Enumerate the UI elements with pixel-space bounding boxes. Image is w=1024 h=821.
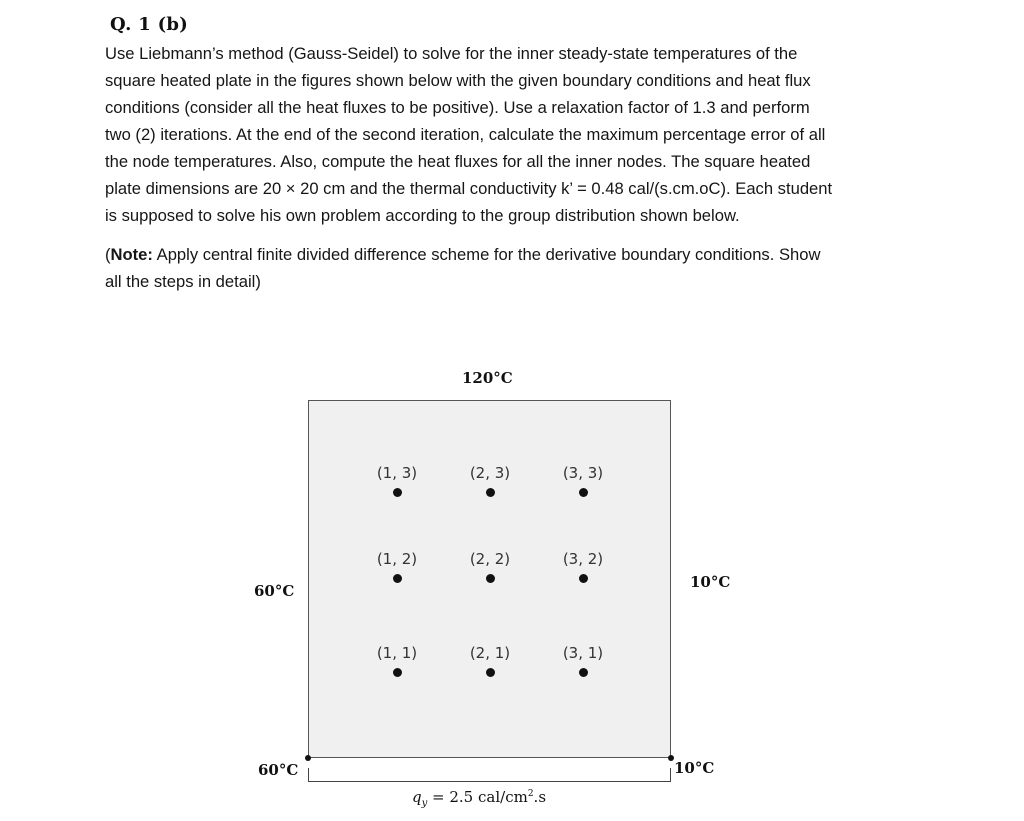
paragraph-line: the node temperatures. Also, compute the heat fluxes for all the inner nodes. The square heated <box>105 152 811 171</box>
flux-unit-tail: .s <box>533 788 547 806</box>
node-dot <box>393 668 402 677</box>
node-label: (2, 2) <box>469 550 511 568</box>
paragraph-line: conditions (consider all the heat fluxes to be positive). Use a relaxation factor of 1.3 and perform <box>105 98 810 117</box>
node-dot <box>579 668 588 677</box>
node-label: (3, 2) <box>562 550 604 568</box>
heat-flux-label <box>412 788 546 809</box>
flux-exponent: 2 <box>527 789 534 799</box>
node-2-1 <box>460 643 520 677</box>
node-label: (2, 3) <box>469 464 511 482</box>
right-boundary-temp: 10°C <box>690 573 731 591</box>
note-open-paren: ( <box>105 245 111 264</box>
node-dot <box>486 668 495 677</box>
node-dot <box>486 574 495 583</box>
node-label: (1, 3) <box>376 464 418 482</box>
node-1-1 <box>367 643 427 677</box>
flux-symbol: q <box>412 788 422 806</box>
note-text: Apply central finite divided difference scheme for the derivative boundary conditions. Show <box>152 245 821 264</box>
heated-plate <box>308 400 671 758</box>
node-1-2 <box>367 549 427 583</box>
node-dot <box>393 488 402 497</box>
paragraph-line: two (2) iterations. At the end of the second iteration, calculate the maximum percentage error of all <box>105 125 826 144</box>
node-label: (2, 1) <box>469 644 511 662</box>
left-boundary-temp: 60°C <box>254 582 295 600</box>
node-1-3 <box>367 463 427 497</box>
node-3-2 <box>553 549 613 583</box>
question-title: Q. 1 (b) <box>110 14 189 35</box>
flux-value: = 2.5 cal/cm <box>427 788 528 806</box>
paragraph-line: is supposed to solve his own problem according to the group distribution shown below. <box>105 206 740 225</box>
node-3-3 <box>553 463 613 497</box>
node-label: (3, 3) <box>562 464 604 482</box>
heat-flux-bracket <box>308 768 671 782</box>
paragraph-line: plate dimensions are 20 × 20 cm and the thermal conductivity k’ = 0.48 cal/(s.cm.oC). Each student <box>105 179 833 198</box>
node-dot <box>579 574 588 583</box>
bottom-left-corner-dot <box>305 755 311 761</box>
node-dot <box>393 574 402 583</box>
node-dot <box>486 488 495 497</box>
top-boundary-temp: 120°C <box>462 369 513 387</box>
node-label: (1, 1) <box>376 644 418 662</box>
bottom-left-corner-temp: 60°C <box>258 761 299 779</box>
bottom-right-corner-temp: 10°C <box>674 759 715 777</box>
question-paragraph <box>105 40 945 229</box>
node-2-3 <box>460 463 520 497</box>
flux-subscript: y <box>421 798 428 809</box>
note-paragraph <box>105 241 945 295</box>
note-label: Note: <box>110 245 153 264</box>
paragraph-line: square heated plate in the figures shown below with the given boundary conditions and heat flux <box>105 71 811 90</box>
node-dot <box>579 488 588 497</box>
node-label: (1, 2) <box>376 550 418 568</box>
node-label: (3, 1) <box>562 644 604 662</box>
node-2-2 <box>460 549 520 583</box>
note-line-2: all the steps in detail) <box>105 272 261 291</box>
note-line-1 <box>105 241 945 268</box>
node-3-1 <box>553 643 613 677</box>
paragraph-line: Use Liebmann’s method (Gauss-Seidel) to solve for the inner steady-state temperatures of the <box>105 44 798 63</box>
